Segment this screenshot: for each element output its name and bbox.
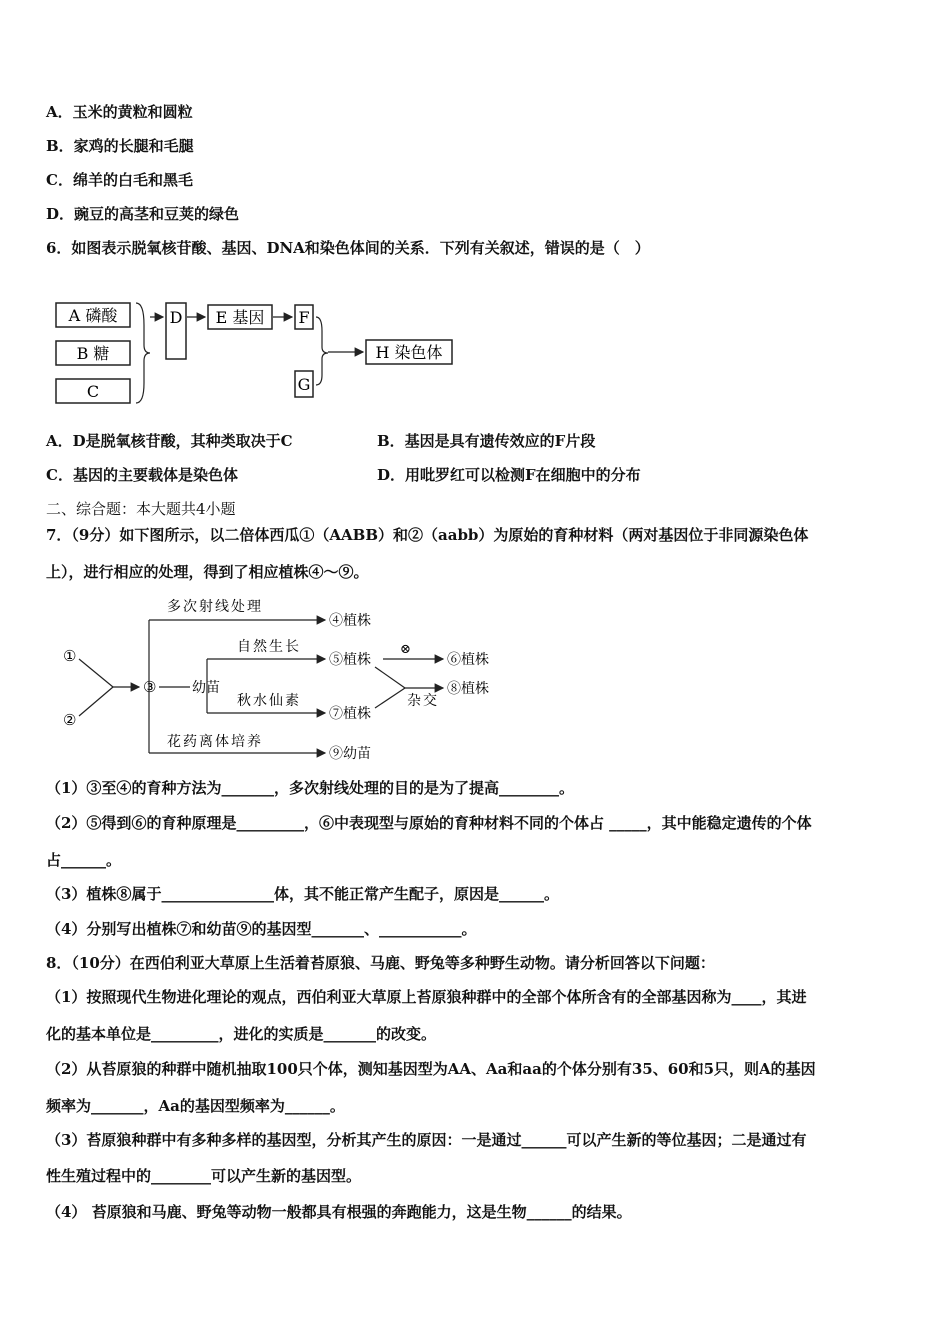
q7-sub4: （4）分别写出植株⑦和幼苗⑨的基因型_______、___________。 [46,920,477,938]
box-a-label: A 磷酸 [68,306,118,325]
cross-line-bottom [375,688,405,708]
plant-8: ⑧植株 [447,681,489,697]
plant-4: ④植株 [329,613,371,629]
plant-6: ⑥植株 [447,652,489,668]
node-2: ② [63,711,77,729]
q8-sub1-line1: （1）按照现代生物进化理论的观点，西伯利亚大草原上苔原狼种群中的全部个体所含有的全部基因称为____，其进 [46,988,807,1006]
section-title: 二、综合题：本大题共4小题 [46,500,236,518]
q6-option-a: A．D是脱氧核苷酸，其种类取决于C [46,432,293,450]
box-b-label: B 糖 [76,344,110,363]
q8-stem: 8．（10分）在西伯利亚大草原上生活着苔原狼、马鹿、野兔等多种野生动物。请分析回答以下问题： [46,954,715,972]
seedling-9: ⑨幼苗 [329,746,371,762]
self-symbol: ⊗ [400,642,411,657]
natural-label: 自然生长 [237,639,301,655]
line-1 [79,659,113,687]
q8-sub2-line2: 频率为_______，Aa的基因型频率为______。 [46,1097,345,1115]
plant-7: ⑦植株 [329,706,371,722]
q7-sub1: （1）③至④的育种方法为_______，多次射线处理的目的是为了提高________。 [46,779,574,797]
brace-fg [316,317,328,385]
box-d-label: D [169,308,183,327]
q5-option-a: A．玉米的黄粒和圆粒 [46,103,193,121]
brace-abc [136,303,150,403]
q8-sub1-line2: 化的基本单位是_________，进化的实质是_______的改变。 [46,1025,437,1043]
q6-diagram [50,295,470,415]
box-g-label: G [297,375,311,394]
q7-sub2-line1: （2）⑤得到⑥的育种原理是_________，⑥中表现型与原始的育种材料不同的个体占 _____，其中能稳定遗传的个体 [46,814,812,832]
q6-option-d: D．用吡罗红可以检测F在细胞中的分布 [377,466,641,484]
q5-option-d: D．豌豆的高茎和豆荚的绿色 [46,205,240,223]
box-h-label: H 染色体 [375,343,443,362]
q7-sub3: （3）植株⑧属于_______________体，其不能正常产生配子，原因是______。 [46,885,559,903]
q6-option-c: C．基因的主要载体是染色体 [46,466,238,484]
q7-diagram [55,595,515,770]
box-e-label: E 基因 [215,308,265,327]
node-3: ③ [143,678,157,696]
plant-5: ⑤植株 [329,652,371,668]
q8-sub4: （4） 苔原狼和马鹿、野兔等动物一般都具有根强的奔跑能力，这是生物______的结果。 [46,1203,632,1221]
cross-label: 杂交 [407,693,439,709]
q7-stem-line1: 7．（9分）如下图所示，以二倍体西瓜①（AABB）和②（aabb）为原始的育种材料（两对基因位于非同源染色体 [46,526,809,544]
node-1: ① [63,647,77,665]
box-f-label: F [298,308,310,327]
anther-label: 花药离体培养 [167,734,263,750]
q8-sub3-line2: 性生殖过程中的________可以产生新的基因型。 [46,1167,362,1185]
q5-option-c: C．绵羊的白毛和黑毛 [46,171,193,189]
q5-option-b: B．家鸡的长腿和毛腿 [46,137,194,155]
q8-sub3-line1: （3）苔原狼种群中有多种多样的基因型，分析其产生的原因：一是通过______可以产生新的等位基因；二是通过有 [46,1131,807,1149]
q8-sub2-line1: （2）从苔原狼的种群中随机抽取100只个体，测知基因型为AA、Aa和aa的个体分别有35、60和5只，则A的基因 [46,1060,816,1078]
q7-stem-line2: 上），进行相应的处理，得到了相应植株④～⑨。 [46,563,369,581]
q6-option-b: B．基因是具有遗传效应的F片段 [377,432,596,450]
q6-stem: 6．如图表示脱氧核苷酸、基因、DNA和染色体间的关系．下列有关叙述，错误的是（ ） [46,239,650,257]
colchicine-label: 秋水仙素 [237,693,301,709]
multi-ray-label: 多次射线处理 [167,599,263,615]
line-2 [79,687,113,716]
box-c-label: C [86,382,100,401]
cross-line-top [375,667,405,688]
q7-sub2-line2: 占______。 [46,851,122,869]
seedling-label: 幼苗 [192,680,220,696]
